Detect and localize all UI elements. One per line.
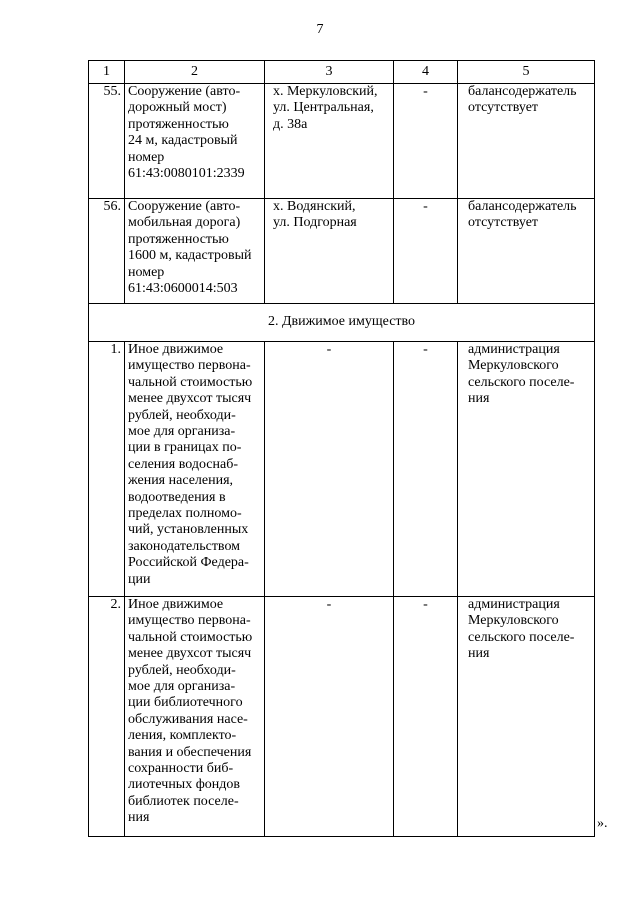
col4-value: - — [394, 342, 458, 597]
text-line: ния — [128, 810, 150, 826]
balance-holder — [458, 342, 595, 597]
text-line: отсутствует — [468, 215, 539, 231]
closing-quote-mark: ». — [597, 816, 608, 831]
col-header-4: 4 — [394, 61, 458, 84]
col-header-1: 1 — [89, 61, 125, 84]
text-line: х. Водянский, — [273, 199, 356, 214]
text-line: обслуживания насе- — [128, 711, 248, 727]
text-line: имущество первона- — [128, 613, 251, 629]
text-line: рублей, необходи- — [128, 662, 236, 678]
property-table — [88, 60, 595, 837]
col4-value: - — [394, 84, 458, 199]
table-row — [89, 342, 595, 597]
col4-value: - — [394, 597, 458, 837]
section-row — [89, 304, 595, 342]
text-line: законодательством — [128, 538, 241, 554]
text-line: мое для организа- — [128, 679, 236, 695]
text-line: библиотек поселе- — [128, 793, 239, 809]
col4-value: - — [394, 199, 458, 304]
text-line: балансодержатель — [468, 84, 577, 99]
object-address: - — [265, 597, 394, 837]
table-row — [89, 199, 595, 304]
text-line: протяженностью — [128, 231, 229, 247]
balance-holder — [458, 597, 595, 837]
text-line: ции — [128, 571, 151, 587]
text-line: сельского поселе- — [468, 629, 575, 645]
text-line: ния — [468, 391, 490, 407]
page-number: 7 — [316, 22, 324, 37]
text-line: дорожный мост) — [128, 100, 227, 116]
text-line: х. Меркуловский, — [273, 84, 378, 99]
object-name — [125, 342, 265, 597]
text-line: мобильная дорога) — [128, 215, 241, 231]
text-line: Меркуловского — [468, 613, 559, 629]
text-line: 61:43:0080101:2339 — [128, 166, 245, 182]
text-line: водоотведения в — [128, 489, 226, 505]
text-line: администрация — [468, 342, 560, 357]
text-line: отсутствует — [468, 100, 539, 116]
text-line: лиотечных фондов — [128, 777, 241, 793]
text-line: жения населения, — [128, 473, 234, 489]
text-line: ции библиотечного — [128, 695, 243, 711]
text-line: вания и обеспечения — [128, 744, 252, 760]
text-line: 61:43:0600014:503 — [128, 281, 238, 297]
object-address: - — [265, 342, 394, 597]
table-row — [89, 84, 595, 199]
row-number: 55. — [89, 84, 125, 199]
text-line: Сооружение (авто- — [128, 199, 241, 214]
text-line: д. 38а — [273, 116, 308, 132]
col-header-2: 2 — [125, 61, 265, 84]
table-row — [89, 597, 595, 837]
text-line: номер — [128, 264, 165, 280]
text-line: Иное движимое — [128, 342, 224, 357]
text-line: менее двухсот тысяч — [128, 391, 252, 407]
text-line: Сооружение (авто- — [128, 84, 241, 99]
section-title: 2. Движимое имущество — [89, 304, 595, 342]
text-line: протяженностью — [128, 116, 229, 132]
col-header-3: 3 — [265, 61, 394, 84]
row-number: 1. — [89, 342, 125, 597]
text-line: ления, комплекто- — [128, 728, 237, 744]
text-line: ул. Центральная, — [273, 100, 374, 116]
balance-holder — [458, 84, 595, 199]
object-name — [125, 597, 265, 837]
text-line: чий, установленных — [128, 522, 249, 538]
text-line: менее двухсот тысяч — [128, 646, 252, 662]
row-number: 56. — [89, 199, 125, 304]
text-line: чальной стоимостью — [128, 629, 253, 645]
text-line: номер — [128, 149, 165, 165]
text-line: Российской Федера- — [128, 555, 249, 571]
text-line: Меркуловского — [468, 358, 559, 374]
text-line: имущество первона- — [128, 358, 251, 374]
text-line: ции в границах по- — [128, 440, 242, 456]
text-line: администрация — [468, 597, 560, 612]
text-line: чальной стоимостью — [128, 374, 253, 390]
text-line: Иное движимое — [128, 597, 224, 612]
text-line: мое для организа- — [128, 424, 236, 440]
object-name — [125, 199, 265, 304]
header-row — [89, 61, 595, 84]
text-line: ул. Подгорная — [273, 215, 357, 231]
text-line: сельского поселе- — [468, 374, 575, 390]
text-line: 24 м, кадастровый — [128, 133, 238, 149]
text-line: селения водоснаб- — [128, 456, 239, 472]
text-line: балансодержатель — [468, 199, 577, 214]
col-header-5: 5 — [458, 61, 595, 84]
text-line: рублей, необходи- — [128, 407, 236, 423]
text-line: сохранности биб- — [128, 761, 234, 777]
text-line: ния — [468, 646, 490, 662]
text-line: пределах полномо- — [128, 506, 242, 522]
object-address — [265, 199, 394, 304]
object-name — [125, 84, 265, 199]
row-number: 2. — [89, 597, 125, 837]
balance-holder — [458, 199, 595, 304]
object-address — [265, 84, 394, 199]
text-line: 1600 м, кадастровый — [128, 248, 252, 264]
